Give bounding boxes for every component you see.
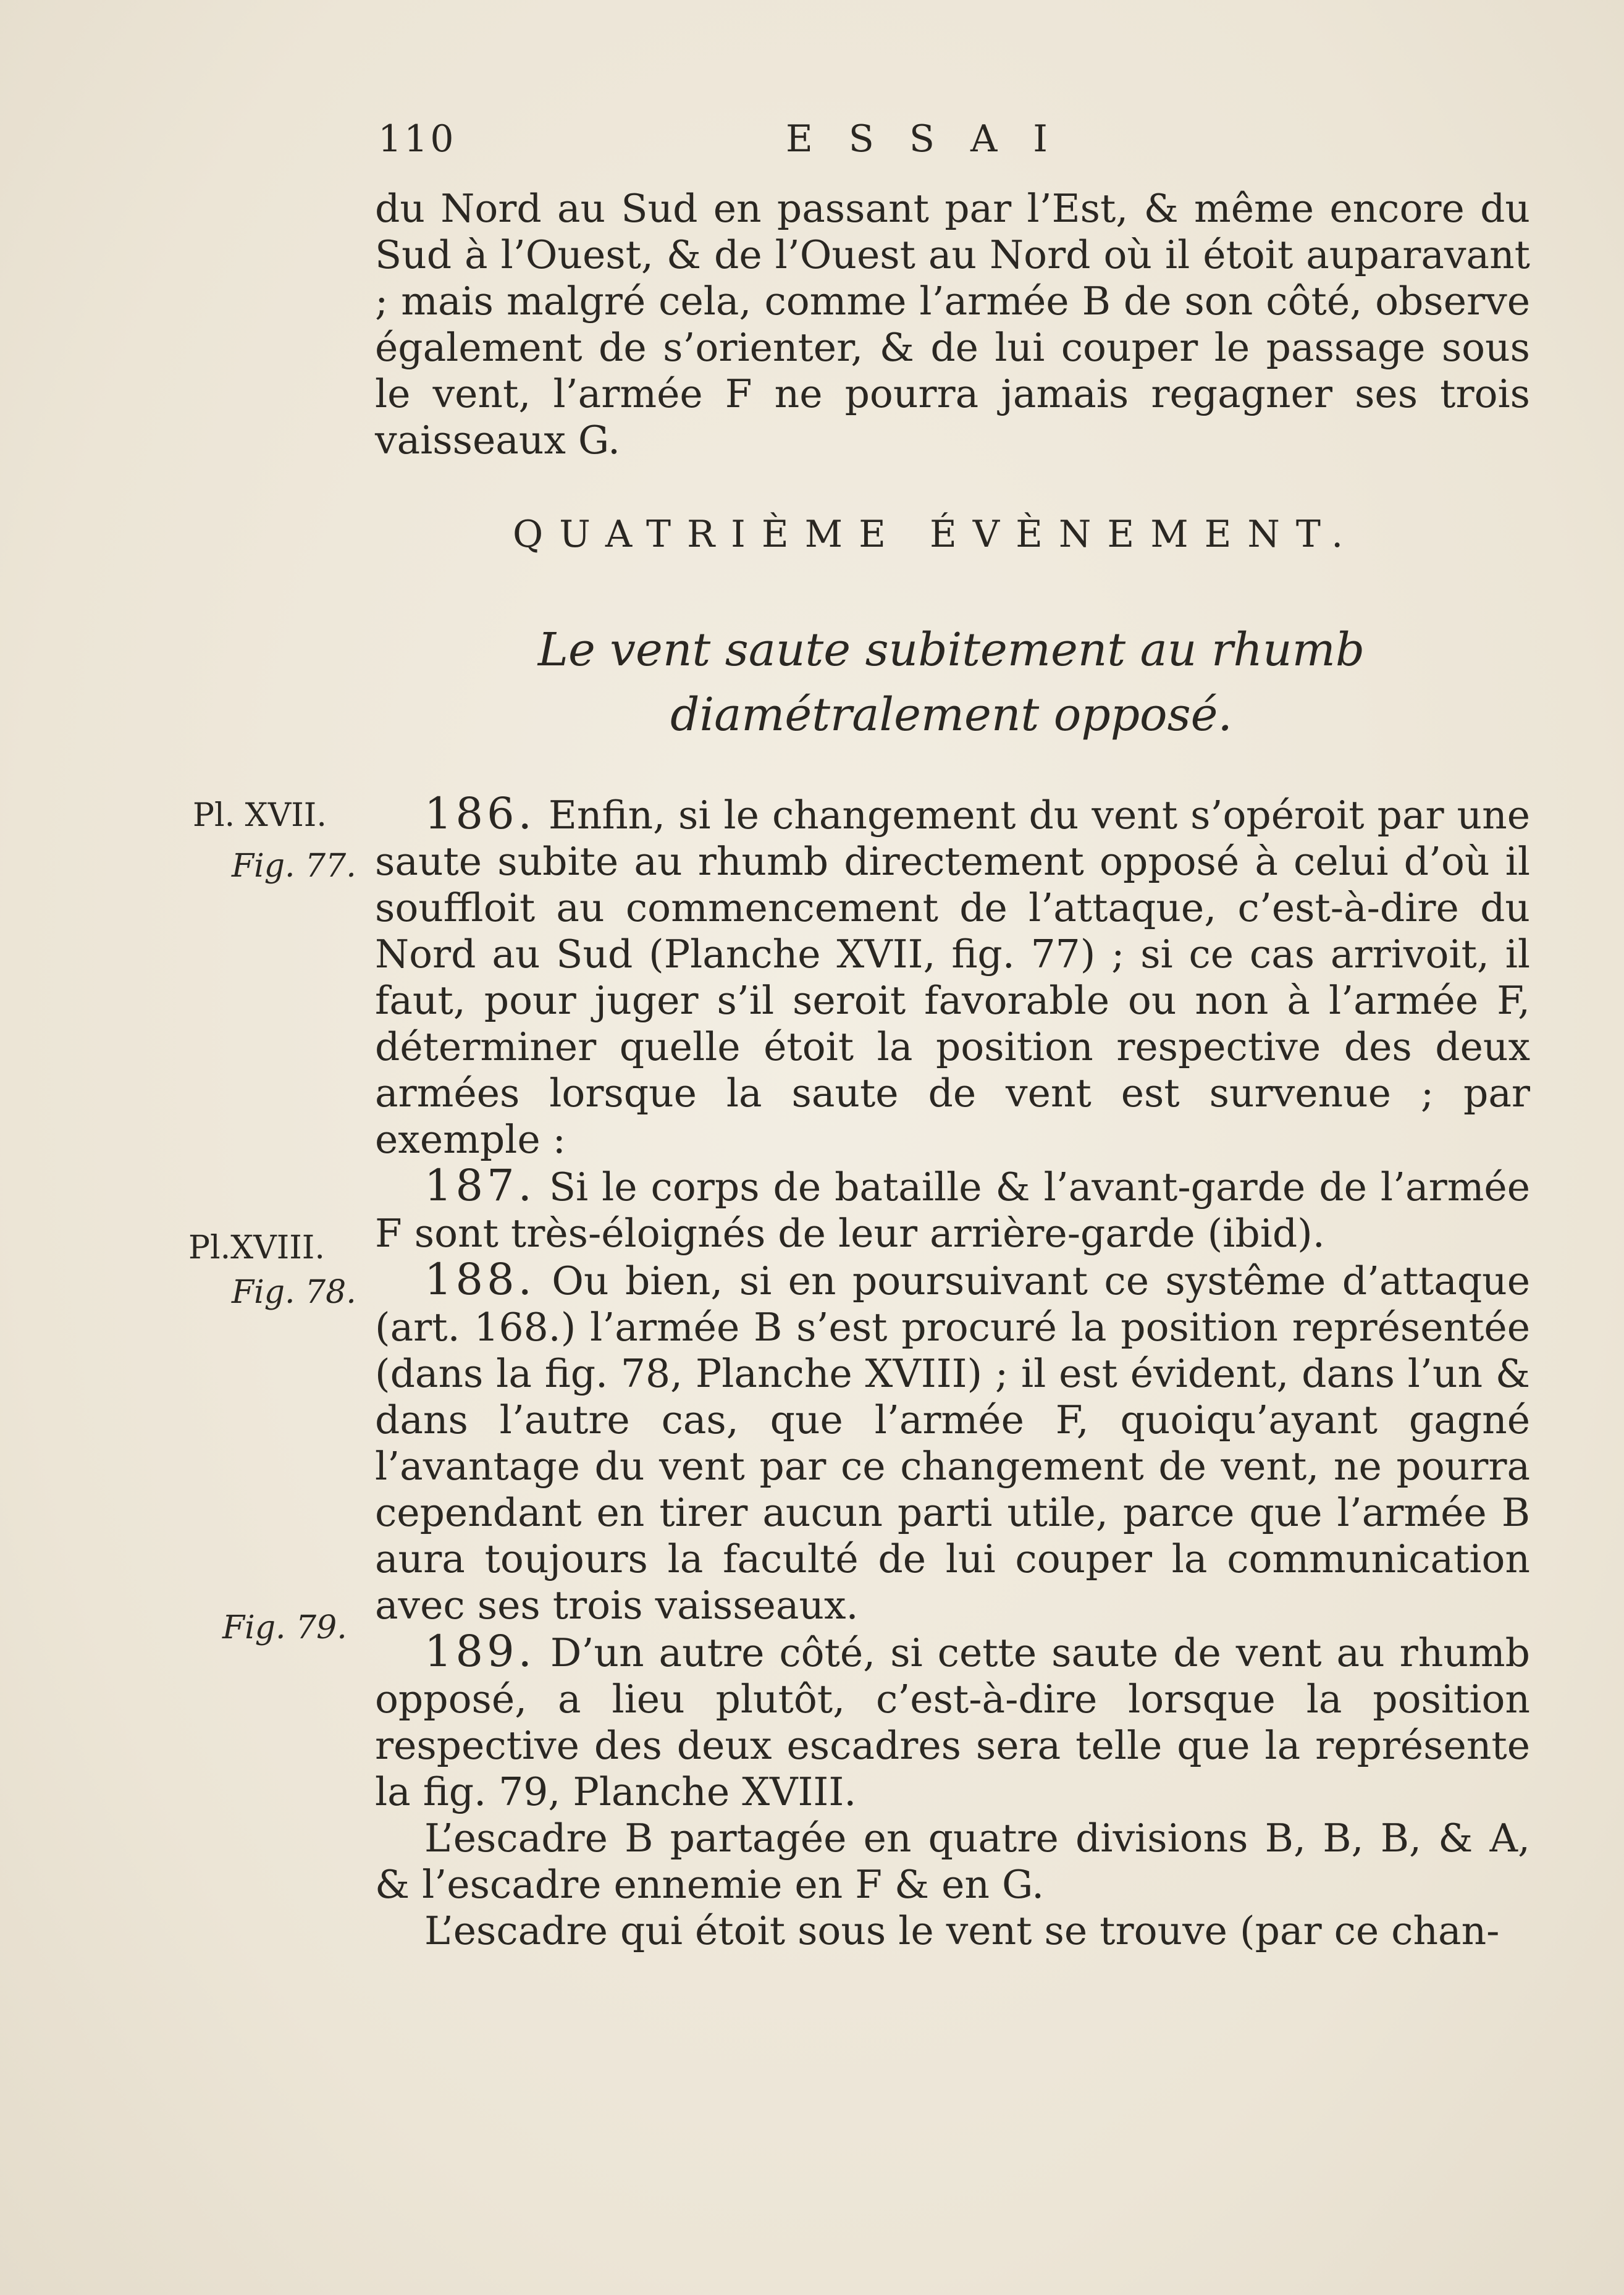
section-heading: QUATRIÈME ÉVÈNEMENT. [513,513,1360,556]
article-number-187: 187. [424,1160,536,1211]
paragraph-189-text: D’un autre côté, si cette saute de vent au rhumb opposé, a lieu plutôt, c’est-à-dire lorsque la position respective des deux escadres sera telle que la représente la fig. 79, Planche XVIII. [375,1630,1531,1814]
running-title: ESSAI [786,117,1083,161]
paragraph-escadre-b: L’escadre B partagée en quatre divisions B, B, B, & A, & l’escadre ennemie en F & en G. [375,1816,1530,1907]
margin-note-plate-17: Pl. XVII. [193,797,327,834]
margin-note-plate-18: Pl.XVIII. [188,1229,325,1266]
paragraph-escadre-vent: L’escadre qui étoit sous le vent se trouve (par ce chan- [424,1908,1500,1953]
margin-note-fig-78: Fig. 78. [232,1274,356,1311]
paragraph-187 [375,1160,1530,1257]
section-subtitle: Le vent saute subitement au rhumb diamétralement opposé. [537,623,1365,741]
paragraph-188-text: Ou bien, si en poursuivant ce systême d’attaque (art. 168.) l’armée B s’est procuré la position représentée (dans la fig. 78, Planche XVIII) ; il est évident, dans l’un & dans l’autre cas, que l’armée F, quoiqu’ayant gagné l’avantage du vent par ce changement de vent, ne pourra cependant en tirer aucun parti utile, parce que l’armée B aura toujours la faculté de lui couper la communication avec ses trois vaisseaux. [375,1258,1530,1628]
paragraph-186 [375,788,1530,1163]
article-number-189: 189. [424,1626,536,1677]
margin-note-fig-79: Fig. 79. [222,1609,347,1646]
paragraph-188 [375,1254,1530,1628]
page-header [378,117,1552,179]
article-number-186: 186. [424,788,536,839]
page-number: 110 [378,117,456,161]
main-text-block [375,788,1531,1954]
paragraph-189 [375,1628,1530,1815]
article-number-188: 188. [424,1254,536,1305]
top-text-block [375,185,1530,463]
paragraph-186-text: Enfin, si le changement du vent s’opéroit par une saute subite au rhumb directement opposé à celui d’où il souffloit au commencement de l’attaque, c’est-à-dire du Nord au Sud (Planche XVII, fig. 77) ; si ce cas arrivoit, il faut, pour juger s’il seroit favorable ou non à l’armée F, déterminer quelle étoit la position respective des deux armées lorsque la saute de vent est survenue ; par exemple : [375,793,1530,1162]
continuation-paragraph: du Nord au Sud en passant par l’Est, & même encore du Sud à l’Ouest, & de l’Ouest au Nord où il étoit auparavant ; mais malgré cela, comme l’armée B de son côté, observe également de s’orienter, & de lui couper le passage sous le vent, l’armée F ne pourra jamais regagner ses trois vaisseaux G. [375,186,1530,463]
margin-note-fig-77: Fig. 77. [232,848,356,885]
paragraph-187-text: Si le corps de bataille & l’avant-garde de l’armée F sont très-éloignés de leur arrière-garde (ibid). [375,1164,1530,1256]
